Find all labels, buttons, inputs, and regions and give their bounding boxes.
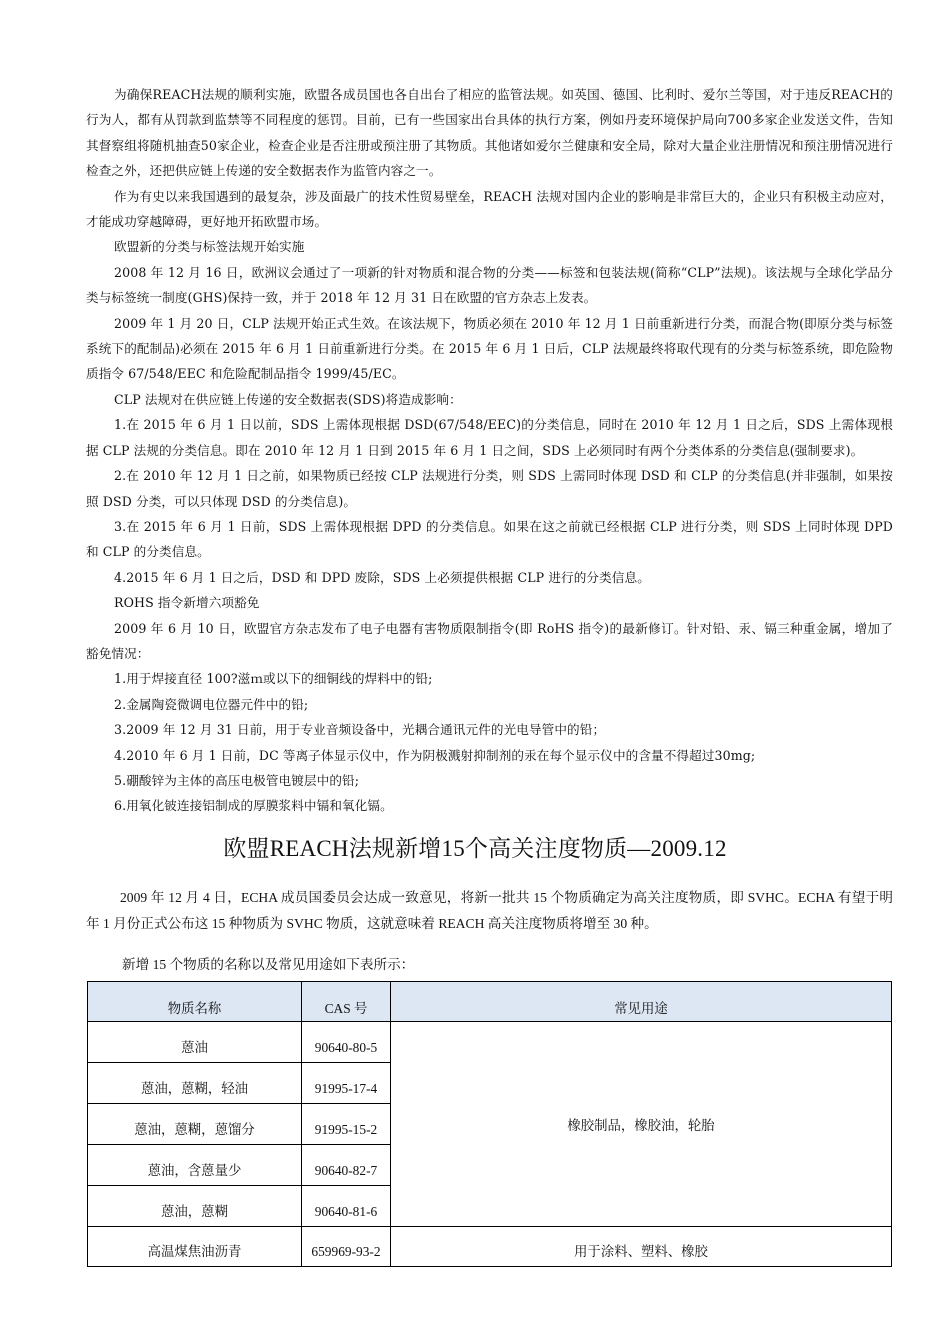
- section-paragraph: 2009 年 12 月 4 日，ECHA 成员国委员会达成一致意见，将新一批共 15 个物质确定为高关注度物质，即 SVHC。ECHA 有望于明年 1 月份正式公布这 15 种物质为 SVHC 物质，这就意味着 REACH 高关注度物质将增至 30 种。: [86, 890, 893, 931]
- list-item: 6.用氧化铍连接铝制成的厚膜浆料中镉和氧化镉。: [114, 798, 393, 814]
- body-text: [86, 82, 893, 819]
- substance-name: 高温煤焦油沥青: [88, 1227, 302, 1267]
- substance-name: 蒽油: [88, 1022, 302, 1063]
- cas-number: 91995-17-4: [302, 1063, 391, 1104]
- list-item: 2.金属陶瓷微调电位器元件中的铅;: [114, 696, 309, 712]
- paragraph: 作为有史以来我国遇到的最复杂，涉及面最广的技术性贸易壁垒，REACH 法规对国内企业的影响是非常巨大的，企业只有积极主动应对，才能成功穿越障碍，更好地开拓欧盟市场。: [86, 188, 893, 230]
- cas-number: 90640-82-7: [302, 1145, 391, 1186]
- header-cell: CAS 号: [302, 982, 391, 1022]
- table-header-row: [88, 982, 892, 1022]
- list-item: 2.在 2010 年 12 月 1 日之前，如果物质已经按 CLP 法规进行分类，则 SDS 上需同时体现 DSD 和 CLP 的分类信息(并非强制，如果按照 DSD 分类，可以只体现 DSD 的分类信息)。: [86, 468, 893, 509]
- substance-name: 蒽油，蒽糊，蒽馏分: [88, 1104, 302, 1145]
- list-item: 4.2010 年 6 月 1 日前，DC 等离子体显示仪中，作为阴极溅射抑制剂的汞在每个显示仪中的含量不得超过30mg;: [114, 747, 756, 763]
- paragraph: 2009 年 1 月 20 日，CLP 法规开始正式生效。在该法规下，物质必须在 2010 年 12 月 1 日前重新进行分类，而混合物(即原分类与标签系统下的配制品)必须在 2015 年 6 月 1 日前重新进行分类。在 2015 年 6 月 1 日后，CLP 法规最终将取代现有的分类与标签系统，即危险物质指令 67/548/EEC 和危险配制品指令 1999/45/EC。: [86, 315, 893, 382]
- paragraph: 为确保REACH法规的顺利实施，欧盟各成员国也各自出台了相应的监管法规。如英国、德国、比利时、爱尔兰等国，对于违反REACH的行为人，都有从罚款到监禁等不同程度的惩罚。目前，已有一些国家出台具体的执行方案，例如丹麦环境保护局向700多家企业发送文件，告知其督察组将随机抽查50家企业，检查企业是否注册或预注册了其物质。其他诸如爱尔兰健康和安全局，除对大量企业注册情况和预注册情况进行检查之外，还把供应链上传递的安全数据表作为监管内容之一。: [86, 87, 893, 179]
- list-item: 4.2015 年 6 月 1 日之后，DSD 和 DPD 废除，SDS 上必须提供根据 CLP 进行的分类信息。: [114, 569, 650, 585]
- subheading: ROHS 指令新增六项豁免: [114, 595, 260, 611]
- list-item: 5.硼酸锌为主体的高压电极管电镀层中的铅;: [114, 772, 360, 788]
- list-item: 3.在 2015 年 6 月 1 日前，SDS 上需体现根据 DPD 的分类信息。如果在这之前就已经根据 CLP 进行分类，则 SDS 上同时体现 DPD 和 CLP 的分类信息。: [86, 518, 893, 560]
- list-item: 3.2009 年 12 月 31 日前，用于专业音频设备中，光耦合通讯元件的光电导管中的铅；: [114, 722, 606, 738]
- paragraph: CLP 法规对在供应链上传递的安全数据表(SDS)将造成影响：: [114, 391, 462, 407]
- substances-table: [87, 981, 892, 1267]
- cas-number: 90640-81-6: [302, 1186, 391, 1227]
- header-cell: 物质名称: [88, 982, 302, 1022]
- paragraph: 2009 年 6 月 10 日，欧盟官方杂志发布了电子电器有害物质限制指令(即 RoHS 指令)的最新修订。针对铅、汞、镉三种重金属，增加了豁免情况：: [86, 620, 893, 661]
- cas-number: 90640-80-5: [302, 1022, 391, 1063]
- substance-name: 蒽油，蒽糊，轻油: [88, 1063, 302, 1104]
- subheading: 欧盟新的分类与标签法规开始实施: [114, 239, 305, 255]
- header-cell: 常见用途: [391, 982, 892, 1022]
- substance-name: 蒽油，含蒽量少: [88, 1145, 302, 1186]
- list-item: 1.在 2015 年 6 月 1 日以前，SDS 上需体现根据 DSD(67/548/EEC)的分类信息，同时在 2010 年 12 月 1 日之后，SDS 上需体现根据 CLP 法规的分类信息。即在 2010 年 12 月 1 日到 2015 年 6 月 1 日之间，SDS 上必须同时有两个分类体系的分类信息(强制要求)。: [86, 417, 893, 458]
- section-title: 欧盟REACH法规新增15个高关注度物质—2009.12: [223, 836, 727, 861]
- common-use: 橡胶制品，橡胶油，轮胎: [391, 1022, 892, 1227]
- table-row: [88, 1227, 892, 1267]
- table-row: [88, 1022, 892, 1063]
- table-intro: 新增 15 个物质的名称以及常见用途如下表所示：: [122, 957, 415, 972]
- common-use: 用于涂料、塑料、橡胶: [391, 1227, 892, 1267]
- cas-number: 91995-15-2: [302, 1104, 391, 1145]
- paragraph: 2008 年 12 月 16 日，欧洲议会通过了一项新的针对物质和混合物的分类——标签和包装法规(简称“CLP”法规)。该法规与全球化学品分类与标签统一制度(GHS)保持一致，并于 2018 年 12 月 31 日在欧盟的官方杂志上发表。: [86, 264, 893, 306]
- cas-number: 659969-93-2: [302, 1227, 391, 1267]
- list-item: 1.用于焊接直径 100?滋ｍ或以下的细铜线的焊料中的铅;: [114, 671, 433, 687]
- substance-name: 蒽油，蒽糊: [88, 1186, 302, 1227]
